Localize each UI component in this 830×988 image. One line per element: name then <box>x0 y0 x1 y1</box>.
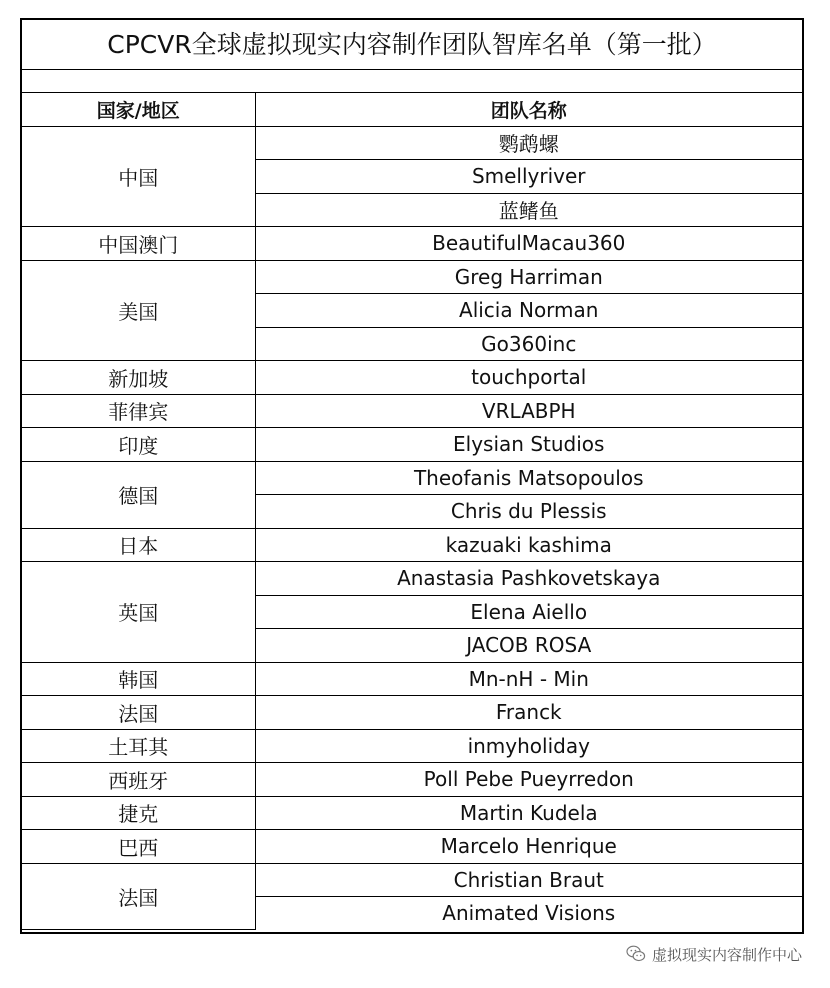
region-cell: 中国 <box>22 126 255 227</box>
region-cell: 西班牙 <box>22 763 255 797</box>
team-cell: 蓝鳍鱼 <box>255 193 802 227</box>
team-cell: Greg Harriman <box>255 260 802 294</box>
region-cell: 巴西 <box>22 830 255 864</box>
table-row <box>22 126 802 160</box>
region-cell: 德国 <box>22 461 255 528</box>
team-cell: BeautifulMacau360 <box>255 227 802 261</box>
team-cell: Animated Visions <box>255 897 802 930</box>
region-cell: 英国 <box>22 562 255 663</box>
blank-row <box>22 70 802 93</box>
team-table <box>22 93 802 930</box>
region-cell: 美国 <box>22 260 255 361</box>
region-cell: 菲律宾 <box>22 394 255 428</box>
wechat-icon <box>626 945 646 963</box>
team-cell: Elena Aiello <box>255 595 802 629</box>
table-row <box>22 562 802 596</box>
region-cell: 日本 <box>22 528 255 562</box>
team-cell: Elysian Studios <box>255 428 802 462</box>
team-cell: VRLABPH <box>255 394 802 428</box>
table-row <box>22 830 802 864</box>
table-body <box>22 126 802 930</box>
table-row <box>22 729 802 763</box>
region-cell: 韩国 <box>22 662 255 696</box>
team-cell: Anastasia Pashkovetskaya <box>255 562 802 596</box>
team-cell: Theofanis Matsopoulos <box>255 461 802 495</box>
team-cell: JACOB ROSA <box>255 629 802 663</box>
table-row <box>22 260 802 294</box>
team-list-sheet <box>20 18 804 934</box>
table-row <box>22 361 802 395</box>
header-row <box>22 93 802 126</box>
team-cell: Go360inc <box>255 327 802 361</box>
table-row <box>22 863 802 897</box>
team-cell: Franck <box>255 696 802 730</box>
table-row <box>22 461 802 495</box>
region-cell: 法国 <box>22 863 255 930</box>
watermark <box>626 944 802 964</box>
region-cell: 法国 <box>22 696 255 730</box>
team-cell: Alicia Norman <box>255 294 802 328</box>
team-cell: Marcelo Henrique <box>255 830 802 864</box>
table-row <box>22 394 802 428</box>
watermark-text: 虚拟现实内容制作中心 <box>651 945 802 964</box>
table-row <box>22 763 802 797</box>
table-row <box>22 662 802 696</box>
region-cell: 新加坡 <box>22 361 255 395</box>
team-cell: Poll Pebe Pueyrredon <box>255 763 802 797</box>
region-cell: 土耳其 <box>22 729 255 763</box>
table-row <box>22 796 802 830</box>
team-cell: Chris du Plessis <box>255 495 802 529</box>
table-row <box>22 528 802 562</box>
team-cell: touchportal <box>255 361 802 395</box>
team-cell: inmyholiday <box>255 729 802 763</box>
page-title: CPCVR全球虚拟现实内容制作团队智库名单（第一批） <box>22 20 802 70</box>
header-region: 国家/地区 <box>22 93 255 126</box>
region-cell: 中国澳门 <box>22 227 255 261</box>
table-row <box>22 227 802 261</box>
team-cell: kazuaki kashima <box>255 528 802 562</box>
region-cell: 捷克 <box>22 796 255 830</box>
region-cell: 印度 <box>22 428 255 462</box>
team-cell: Smellyriver <box>255 160 802 194</box>
team-cell: 鹦鹉螺 <box>255 126 802 160</box>
team-cell: Martin Kudela <box>255 796 802 830</box>
header-team: 团队名称 <box>255 93 802 126</box>
table-row <box>22 428 802 462</box>
table-row <box>22 696 802 730</box>
team-cell: Mn-nH - Min <box>255 662 802 696</box>
team-cell: Christian Braut <box>255 863 802 897</box>
